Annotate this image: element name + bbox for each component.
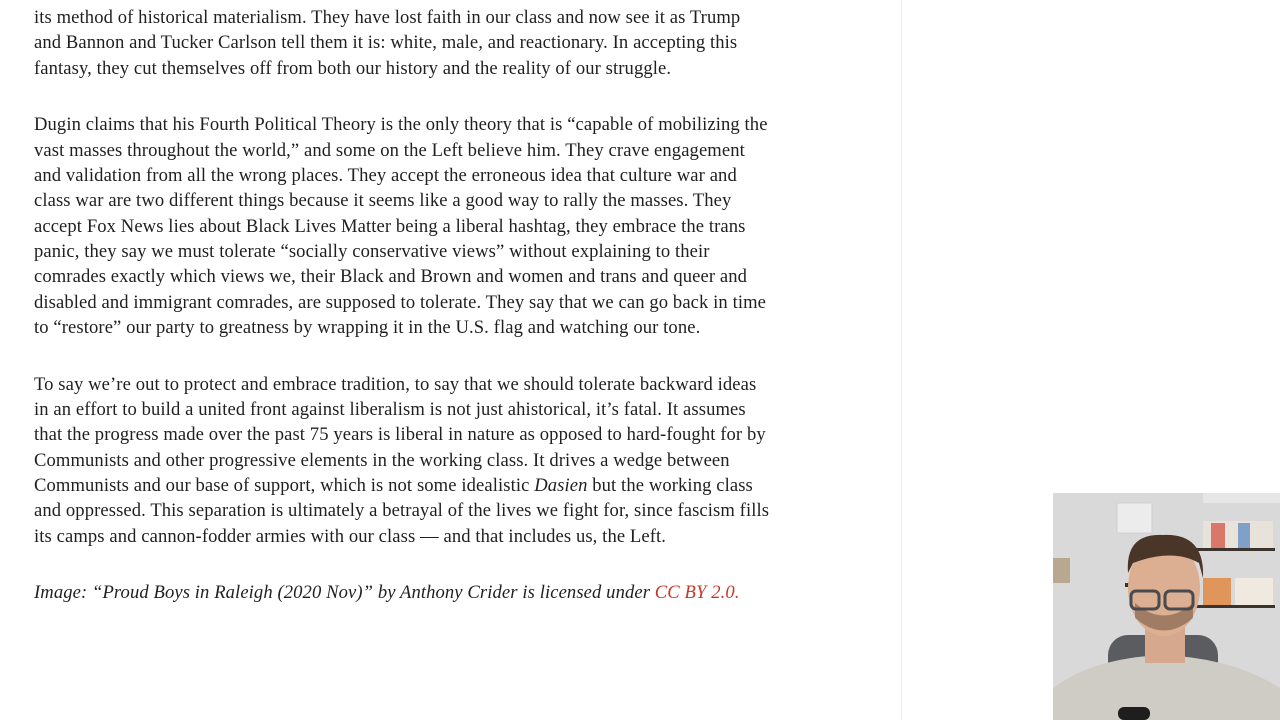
italic-term: Dasien	[534, 474, 588, 496]
text-line: fantasy, they cut themselves off from both our history and the reality of our struggle.	[34, 57, 672, 79]
article-body	[34, 5, 894, 637]
image-caption	[34, 580, 894, 605]
text-line: disabled and immigrant comrades, are supposed to tolerate. They say that we can go back in time	[34, 291, 767, 313]
text-segment: Communists and our base of support, which is not some idealistic	[34, 474, 535, 496]
text-line: and validation from all the wrong places. They accept the erroneous idea that culture war and	[34, 165, 737, 187]
caption-line	[34, 580, 894, 605]
text-line: its method of historical materialism. They have lost faith in our class and now see it as Trump	[34, 7, 741, 28]
text-line: and oppressed. This separation is ultimately a betrayal of the lives we fight for, since fascism fills	[34, 500, 770, 522]
text-line: and Bannon and Tucker Carlson tell them it is: white, male, and reactionary. In accepting this	[34, 32, 738, 54]
text-line: accept Fox News lies about Black Lives Matter being a liberal hashtag, they embrace the trans	[34, 215, 746, 237]
text-line: Dugin claims that his Fourth Political Theory is the only theory that is “capable of mobilizing the	[34, 114, 768, 136]
text-line: its camps and cannon-fodder armies with our class — and that includes us, the Left.	[34, 525, 667, 547]
text-line: that the progress made over the past 75 years is liberal in nature as opposed to hard-fought for by	[34, 424, 766, 446]
paragraph	[34, 5, 894, 81]
paragraph	[34, 112, 894, 340]
text-segment: but the working class	[587, 474, 753, 496]
caption-text: Image: “Proud Boys in Raleigh (2020 Nov)” by Anthony Crider is licensed under	[34, 582, 655, 604]
text-line: vast masses throughout the world,” and some on the Left believe him. They crave engagement	[34, 139, 745, 161]
text-line: class war are two different things because it seems like a good way to rally the masses. They	[34, 190, 732, 212]
text-line: panic, they say we must tolerate “socially conservative views” without explaining to their	[34, 240, 710, 262]
text-line: To say we’re out to protect and embrace tradition, to say that we should tolerate backward ideas	[34, 373, 757, 395]
text-line	[34, 473, 894, 498]
webcam-overlay	[1053, 493, 1280, 720]
text-line: to “restore” our party to greatness by wrapping it in the U.S. flag and watching our tone.	[34, 316, 701, 338]
text-line: comrades exactly which views we, their Black and Brown and women and trans and queer and	[34, 266, 748, 288]
content-divider	[901, 0, 902, 720]
text-line: Communists and other progressive elements in the working class. It drives a wedge between	[34, 449, 730, 471]
paragraph	[34, 372, 894, 549]
text-line: in an effort to build a united front against liberalism is not just ahistorical, it’s fatal. It assumes	[34, 399, 746, 421]
presenter-video-icon	[1053, 493, 1280, 720]
license-link[interactable]: CC BY 2.0.	[654, 582, 740, 604]
